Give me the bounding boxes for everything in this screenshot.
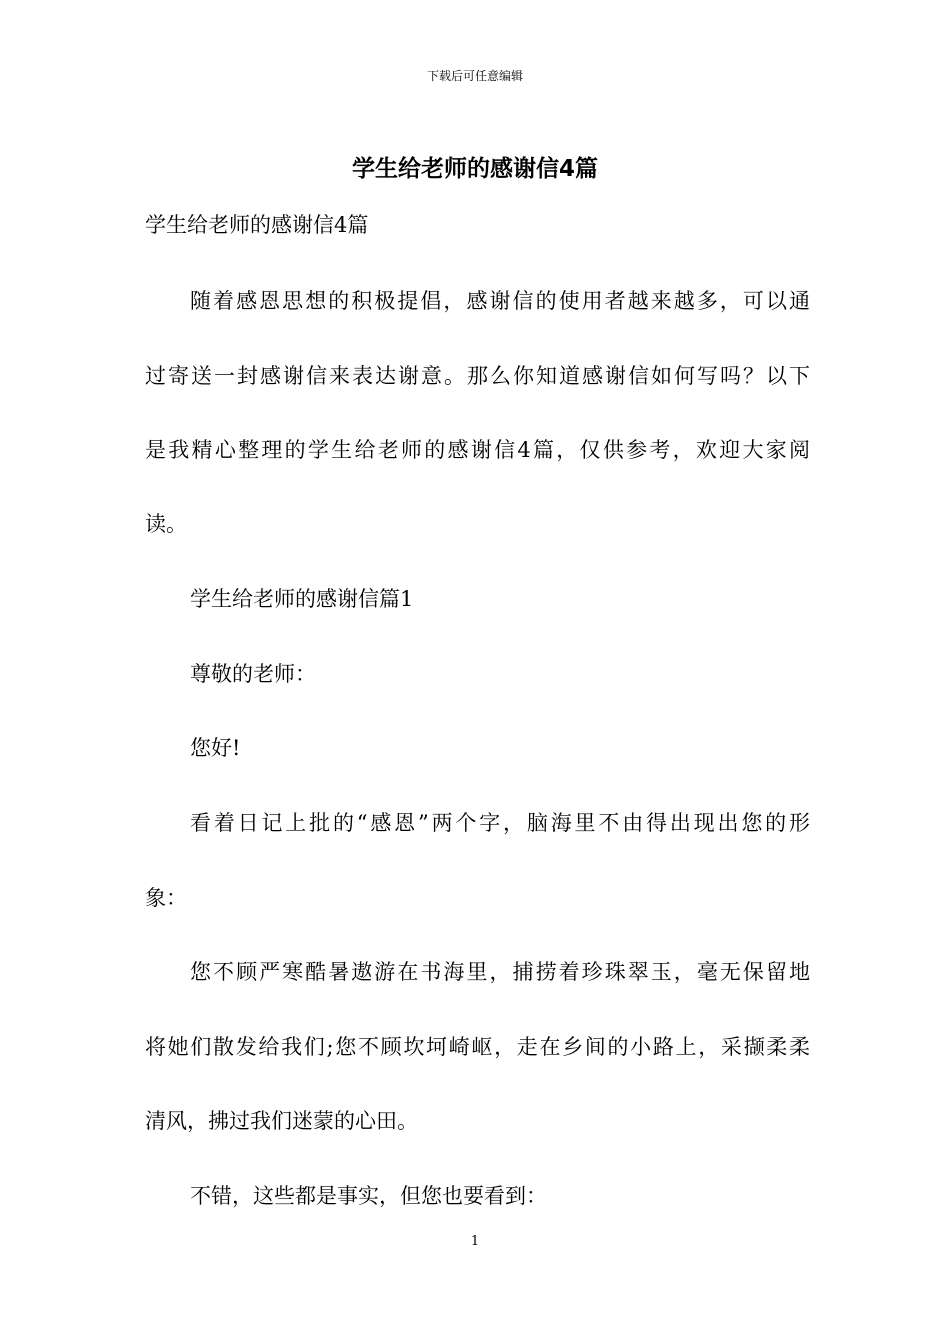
header-note: 下载后可任意编辑	[426, 69, 523, 83]
para2-line-1: 您不顾严寒酷暑遨游在书海里，捕捞着珍珠翠玉，毫无保留地	[190, 960, 810, 984]
greeting: 您好!	[190, 736, 241, 760]
salutation: 尊敬的老师：	[190, 662, 316, 686]
para2-line-3: 清风，拂过我们迷蒙的心田。	[145, 1109, 418, 1133]
section-heading: 学生给老师的感谢信篇1	[190, 587, 414, 611]
para3: 不错，这些都是事实，但您也要看到：	[190, 1184, 547, 1208]
intro-line-4: 读。	[145, 512, 187, 536]
page-number: 1	[470, 1234, 480, 1249]
intro-line-2: 过寄送一封感谢信来表达谢意。那么你知道感谢信如何写吗？以下	[145, 364, 810, 388]
para2-line-2: 将她们散发给我们;您不顾坎坷崎岖，走在乡间的小路上，采撷柔柔	[145, 1035, 810, 1059]
intro-line-1: 随着感恩思想的积极提倡，感谢信的使用者越来越多，可以通	[190, 289, 810, 313]
intro-line-3: 是我精心整理的学生给老师的感谢信4篇，仅供参考，欢迎大家阅	[145, 438, 810, 462]
para1-line-1: 看着日记上批的“感恩”两个字，脑海里不由得出现出您的形	[190, 811, 810, 835]
document-title: 学生给老师的感谢信4篇	[351, 156, 598, 182]
para1-line-2: 象：	[145, 886, 187, 910]
subtitle: 学生给老师的感谢信4篇	[145, 213, 369, 237]
